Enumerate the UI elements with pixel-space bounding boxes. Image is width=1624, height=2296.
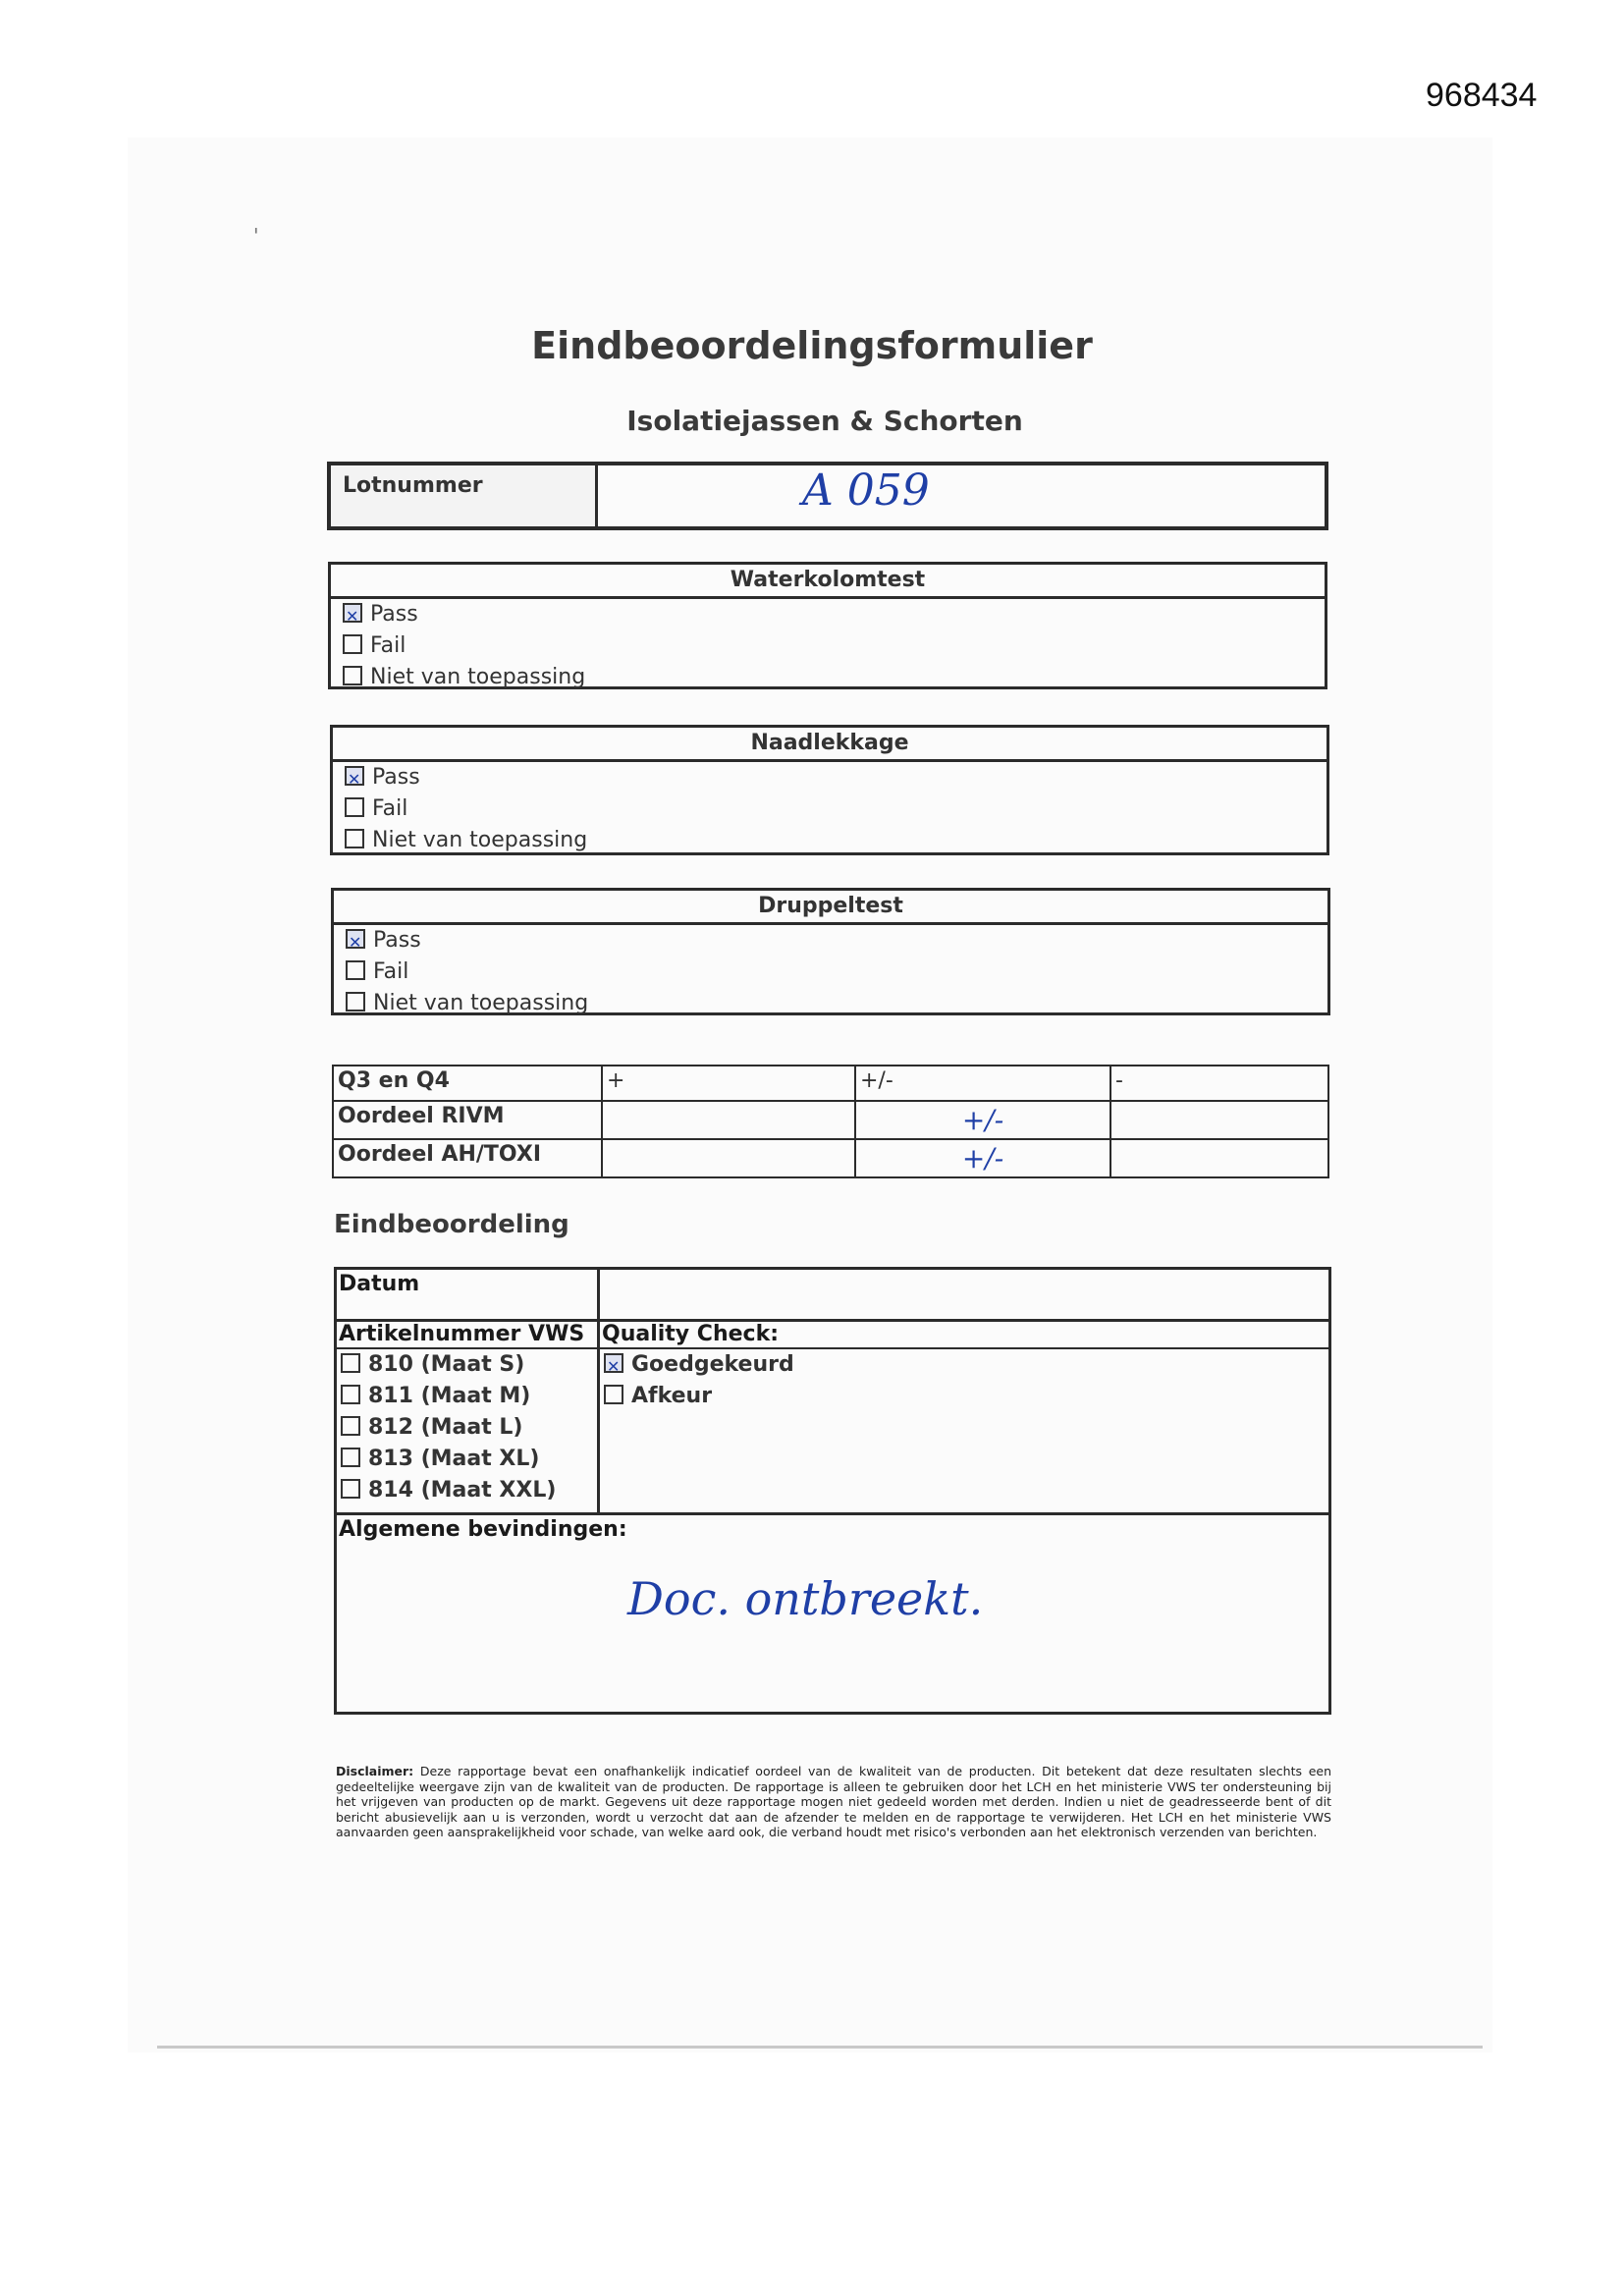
- datum-row: [337, 1270, 1328, 1322]
- table-cell: Q3 en Q4: [333, 1066, 602, 1101]
- test-title: Waterkolomtest: [331, 565, 1325, 599]
- findings-label: Algemene bevindingen:: [339, 1517, 627, 1542]
- option-goedgekeurd[interactable]: ✕Goedgekeurd: [600, 1349, 1328, 1381]
- page-edge-line: [157, 2046, 1483, 2049]
- checkbox-icon[interactable]: [604, 1385, 623, 1404]
- table-row: [333, 1139, 1328, 1177]
- checkbox-icon[interactable]: [343, 666, 362, 685]
- lot-number-label: Lotnummer: [331, 465, 598, 526]
- table-cell[interactable]: [602, 1101, 855, 1139]
- option-811[interactable]: 811 (Maat M): [337, 1381, 597, 1412]
- table-cell[interactable]: [1110, 1101, 1328, 1139]
- quality-opinion-table: [332, 1065, 1329, 1178]
- option-810[interactable]: 810 (Maat S): [337, 1349, 597, 1381]
- scan-speck: ': [253, 224, 259, 247]
- option-afkeur[interactable]: Afkeur: [600, 1381, 1328, 1412]
- checkbox-checked-icon[interactable]: [604, 1353, 623, 1373]
- option-fail[interactable]: Fail: [333, 793, 1326, 825]
- checkbox-icon[interactable]: [341, 1416, 360, 1436]
- option-fail[interactable]: Fail: [331, 630, 1325, 662]
- table-row: [333, 1101, 1328, 1139]
- disclaimer-body: Deze rapportage bevat een onafhankelijk indicatief oordeel van de kwaliteit van de producten. Dit betekent dat deze resultaten slechts een gedeeltelijke weergave zijn van de kwaliteit van de producten. De rapportage is alleen te gebruiken door het LCH en het ministerie VWS ter ondersteuning bij het vrijgeven van producten op de markt. Gegevens uit deze rapportage mogen niet gedeeld worden met derden. Indien u niet de geadresseerde bent of dit bericht abusievelijk aan u is verzonden, wordt u verzocht dat aan de afzender te melden en de rapportage te verwijderen. Het LCH en het ministerie VWS aanvaarden geen aansprakelijkheid voor schade, van welke aard ook, die verband houdt met risico's verbonden aan het elektronisch verzenden van berichten.: [336, 1764, 1331, 1839]
- test-druppeltest: [331, 888, 1330, 1015]
- final-assessment-box: [334, 1267, 1331, 1715]
- checkbox-icon[interactable]: [345, 829, 364, 848]
- lot-number-value[interactable]: A 059: [802, 465, 930, 516]
- handwritten-mark[interactable]: +/-: [855, 1101, 1110, 1139]
- checkbox-icon[interactable]: [346, 960, 365, 980]
- document-id: 968434: [1426, 77, 1538, 114]
- table-cell: Oordeel AH/TOXI: [333, 1139, 602, 1177]
- option-fail[interactable]: Fail: [334, 957, 1327, 988]
- test-title: Druppeltest: [334, 891, 1327, 925]
- handwritten-findings[interactable]: Doc. ontbreekt.: [627, 1572, 984, 1625]
- test-title: Naadlekkage: [333, 728, 1326, 762]
- article-number-label: Artikelnummer VWS: [337, 1322, 597, 1349]
- checkbox-icon[interactable]: [341, 1448, 360, 1467]
- option-812[interactable]: 812 (Maat L): [337, 1412, 597, 1444]
- handwritten-mark[interactable]: +/-: [855, 1139, 1110, 1177]
- article-number-column: [337, 1322, 600, 1512]
- checkbox-icon[interactable]: [341, 1353, 360, 1373]
- option-814[interactable]: 814 (Maat XXL): [337, 1475, 597, 1506]
- disclaimer-lead: Disclaimer:: [336, 1764, 414, 1778]
- checkbox-icon[interactable]: [343, 634, 362, 654]
- disclaimer-text: [336, 1764, 1331, 1840]
- eindbeoordeling-heading: Eindbeoordeling: [334, 1210, 569, 1239]
- option-niet-van-toepassing[interactable]: Niet van toepassing: [334, 988, 1327, 1019]
- findings-row: [337, 1515, 1328, 1625]
- table-cell: -: [1110, 1066, 1328, 1101]
- table-cell[interactable]: [1110, 1139, 1328, 1177]
- table-cell: +: [602, 1066, 855, 1101]
- checkbox-checked-icon[interactable]: [346, 929, 365, 949]
- checkbox-checked-icon[interactable]: [343, 603, 362, 623]
- form-subtitle: Isolatiejassen & Schorten: [626, 405, 1023, 437]
- checkbox-checked-icon[interactable]: [345, 766, 364, 786]
- option-pass[interactable]: ✕Pass: [334, 925, 1327, 957]
- option-pass[interactable]: ✕Pass: [333, 762, 1326, 793]
- quality-check-label: Quality Check:: [600, 1322, 1328, 1349]
- article-quality-row: [337, 1322, 1328, 1515]
- lot-number-box: [327, 462, 1328, 530]
- table-cell: +/-: [855, 1066, 1110, 1101]
- checkbox-icon[interactable]: [346, 992, 365, 1011]
- test-naadlekkage: [330, 725, 1329, 855]
- table-cell[interactable]: [602, 1139, 855, 1177]
- option-813[interactable]: 813 (Maat XL): [337, 1444, 597, 1475]
- table-cell: Oordeel RIVM: [333, 1101, 602, 1139]
- option-niet-van-toepassing[interactable]: Niet van toepassing: [331, 662, 1325, 693]
- checkbox-icon[interactable]: [341, 1479, 360, 1499]
- datum-label: Datum: [337, 1270, 600, 1319]
- table-header-row: [333, 1066, 1328, 1101]
- test-waterkolomtest: [328, 562, 1327, 689]
- checkbox-icon[interactable]: [341, 1385, 360, 1404]
- option-pass[interactable]: ✕Pass: [331, 599, 1325, 630]
- checkbox-icon[interactable]: [345, 797, 364, 817]
- option-niet-van-toepassing[interactable]: Niet van toepassing: [333, 825, 1326, 856]
- form-title: Eindbeoordelingsformulier: [531, 324, 1093, 367]
- quality-check-column: [600, 1322, 1328, 1512]
